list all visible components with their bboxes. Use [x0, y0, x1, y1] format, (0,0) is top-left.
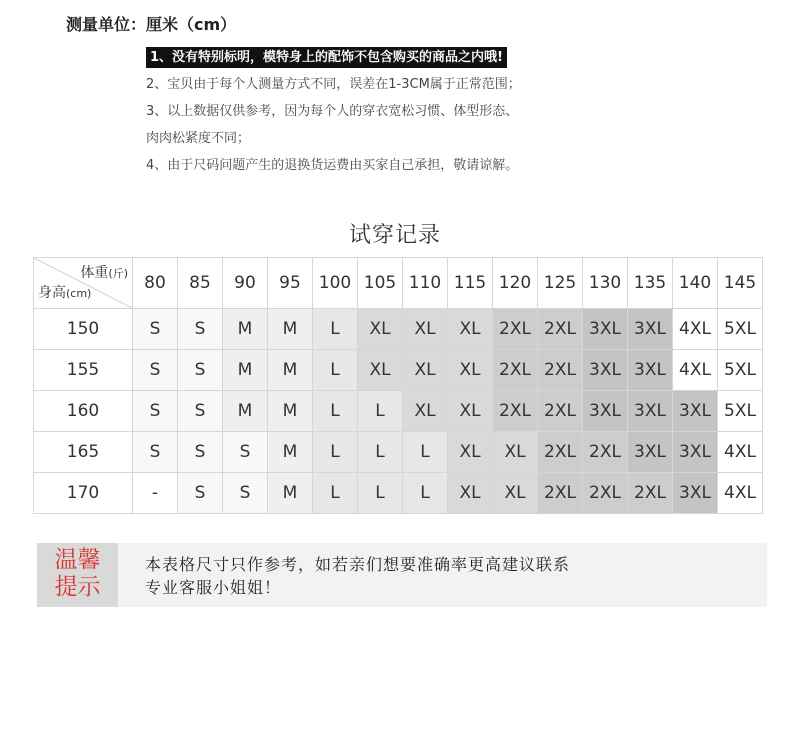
size-cell: L: [403, 432, 448, 473]
height-cell: 170: [34, 473, 133, 514]
size-cell: -: [133, 473, 178, 514]
size-cell: M: [223, 391, 268, 432]
size-cell: S: [178, 391, 223, 432]
size-cell: XL: [493, 473, 538, 514]
size-cell: S: [223, 473, 268, 514]
table-row: [34, 473, 763, 514]
size-cell: XL: [358, 350, 403, 391]
weight-header-cell: 125: [538, 258, 583, 309]
notes-list: [146, 44, 586, 179]
size-cell: L: [313, 432, 358, 473]
size-cell: XL: [493, 432, 538, 473]
size-cell: XL: [448, 432, 493, 473]
size-cell: S: [133, 309, 178, 350]
size-cell: 3XL: [583, 309, 628, 350]
weight-header-cell: 95: [268, 258, 313, 309]
weight-header-cell: 100: [313, 258, 358, 309]
height-axis-label: 身高(cm): [38, 285, 92, 301]
table-row: [34, 391, 763, 432]
size-cell: M: [223, 350, 268, 391]
table-row: [34, 432, 763, 473]
size-cell: 2XL: [493, 391, 538, 432]
size-cell: 3XL: [628, 350, 673, 391]
size-cell: XL: [403, 350, 448, 391]
size-cell: L: [313, 391, 358, 432]
height-cell: 160: [34, 391, 133, 432]
size-cell: XL: [448, 350, 493, 391]
size-cell: 3XL: [583, 350, 628, 391]
tip-text: 本表格尺寸只作参考，如若亲们想要准确率更高建议联系 专业客服小姐姐！: [145, 555, 571, 597]
size-cell: S: [178, 350, 223, 391]
table-header-row: [34, 258, 763, 309]
weight-header-cell: 80: [133, 258, 178, 309]
size-cell: 2XL: [583, 432, 628, 473]
weight-header-cell: 115: [448, 258, 493, 309]
size-cell: 3XL: [628, 309, 673, 350]
size-cell: 3XL: [673, 391, 718, 432]
size-cell: M: [223, 309, 268, 350]
size-cell: M: [268, 432, 313, 473]
size-cell: 4XL: [718, 432, 763, 473]
weight-header-cell: 140: [673, 258, 718, 309]
note-item: 肉肉松紧度不同；: [146, 131, 251, 146]
size-cell: S: [178, 473, 223, 514]
size-cell: S: [133, 432, 178, 473]
tip-box: [37, 543, 767, 607]
size-cell: 4XL: [718, 473, 763, 514]
tip-label: 温馨 提示: [37, 543, 118, 607]
weight-header-cell: 135: [628, 258, 673, 309]
table-title: 试穿记录: [348, 223, 441, 248]
size-cell: M: [268, 391, 313, 432]
size-cell: 3XL: [673, 473, 718, 514]
note-item: 4、由于尺码问题产生的退换货运费由买家自己承担，敬请谅解。: [146, 158, 519, 173]
height-cell: 165: [34, 432, 133, 473]
height-cell: 155: [34, 350, 133, 391]
weight-header-cell: 110: [403, 258, 448, 309]
table-corner-cell: [34, 258, 133, 309]
size-cell: L: [313, 309, 358, 350]
weight-axis-label: 体重(斤): [80, 265, 128, 281]
size-cell: 5XL: [718, 391, 763, 432]
weight-header-cell: 145: [718, 258, 763, 309]
size-cell: S: [133, 391, 178, 432]
size-cell: 2XL: [538, 391, 583, 432]
measurement-unit-title: 测量单位：厘米（cm）: [66, 15, 237, 34]
size-cell: M: [268, 473, 313, 514]
weight-header-cell: 105: [358, 258, 403, 309]
weight-header-cell: 85: [178, 258, 223, 309]
size-cell: 3XL: [628, 432, 673, 473]
size-cell: 2XL: [493, 350, 538, 391]
size-cell: S: [178, 309, 223, 350]
weight-header-cell: 90: [223, 258, 268, 309]
size-cell: XL: [403, 391, 448, 432]
table-row: [34, 309, 763, 350]
size-cell: XL: [448, 309, 493, 350]
size-cell: L: [403, 473, 448, 514]
size-cell: L: [313, 473, 358, 514]
note-item: 3、以上数据仅供参考，因为每个人的穿衣宽松习惯、体型形态、: [146, 104, 519, 119]
note-item: 2、宝贝由于每个人测量方式不同，误差在1-3CM属于正常范围；: [146, 77, 521, 92]
size-cell: M: [268, 309, 313, 350]
height-cell: 150: [34, 309, 133, 350]
size-cell: S: [223, 432, 268, 473]
size-cell: L: [313, 350, 358, 391]
size-cell: S: [133, 350, 178, 391]
size-cell: 5XL: [718, 309, 763, 350]
note-item-highlight: 1、没有特别标明，模特身上的配饰不包含购买的商品之内哦!: [146, 47, 507, 68]
weight-header-cell: 120: [493, 258, 538, 309]
weight-header-cell: 130: [583, 258, 628, 309]
size-cell: XL: [358, 309, 403, 350]
size-cell: 2XL: [538, 432, 583, 473]
size-cell: 5XL: [718, 350, 763, 391]
table-row: [34, 350, 763, 391]
size-cell: L: [358, 473, 403, 514]
size-cell: 3XL: [583, 391, 628, 432]
size-cell: 2XL: [628, 473, 673, 514]
size-cell: L: [358, 391, 403, 432]
size-cell: XL: [448, 473, 493, 514]
size-cell: 4XL: [673, 309, 718, 350]
size-cell: M: [268, 350, 313, 391]
size-cell: L: [358, 432, 403, 473]
size-cell: 2XL: [538, 473, 583, 514]
size-cell: 3XL: [673, 432, 718, 473]
size-cell: 3XL: [628, 391, 673, 432]
size-cell: 2XL: [493, 309, 538, 350]
size-cell: S: [178, 432, 223, 473]
size-cell: 2XL: [538, 350, 583, 391]
size-cell: 4XL: [673, 350, 718, 391]
size-chart-table: [33, 257, 763, 514]
size-cell: 2XL: [583, 473, 628, 514]
size-cell: 2XL: [538, 309, 583, 350]
size-cell: XL: [403, 309, 448, 350]
size-cell: XL: [448, 391, 493, 432]
